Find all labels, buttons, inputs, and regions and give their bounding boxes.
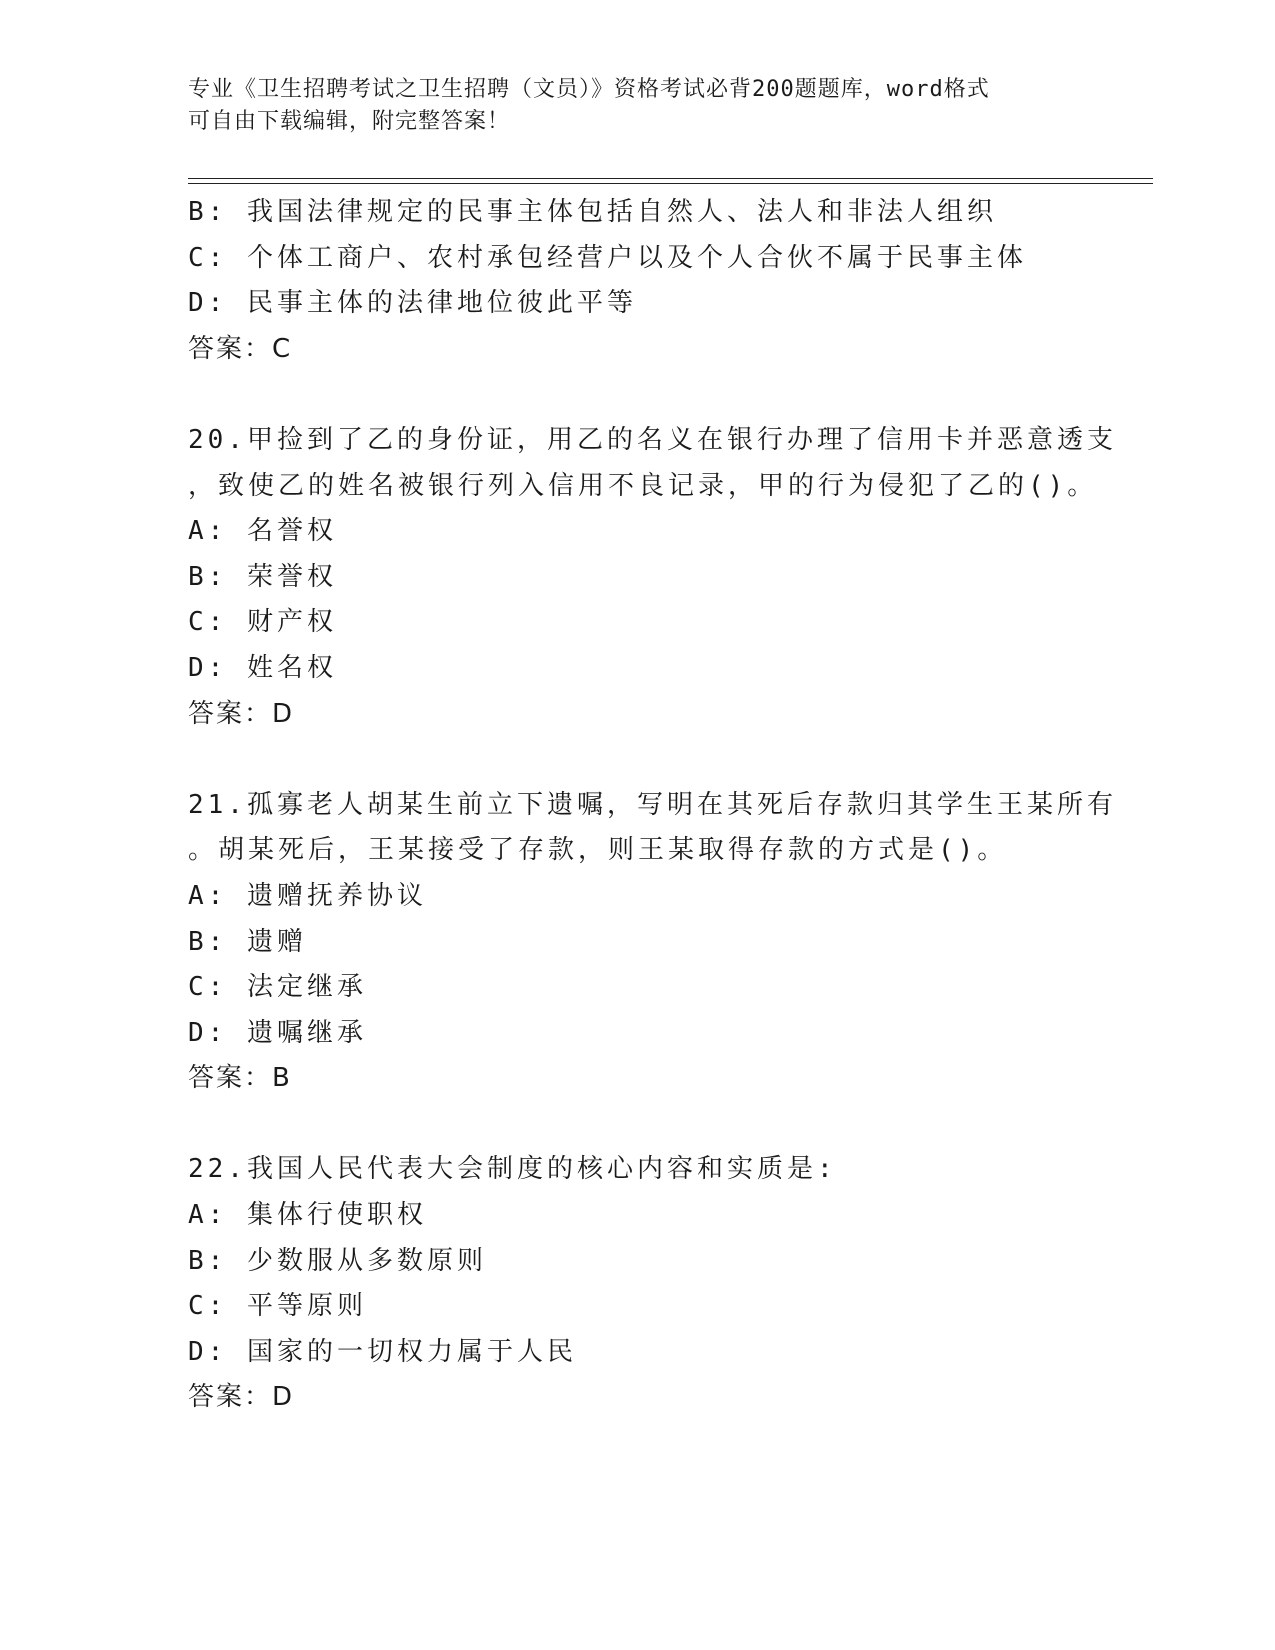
answer: 答案：D — [188, 698, 295, 729]
question-list — [188, 190, 1117, 1421]
header-divider-bottom — [188, 183, 1153, 184]
option-b: B: 遗赠 — [188, 926, 307, 957]
answer: 答案：C — [188, 333, 293, 364]
option-c: C: 财产权 — [188, 607, 337, 638]
option-d: D: 遗嘱继承 — [188, 1017, 367, 1048]
header-title-line-2: 可自由下载编辑，附完整答案！ — [188, 109, 511, 134]
question-22 — [188, 1147, 1088, 1421]
option-b: B: 我国法律规定的民事主体包括自然人、法人和非法人组织 — [188, 197, 997, 227]
option-c: C: 平等原则 — [188, 1291, 367, 1322]
answer: 答案：D — [188, 1382, 295, 1413]
spacer — [188, 372, 1088, 418]
option-a: A: 遗赠抚养协议 — [188, 880, 427, 911]
question-19-tail — [188, 190, 1088, 372]
header-title-line-1: 专业《卫生招聘考试之卫生招聘（文员）》资格考试必背200题题库，word格式 — [188, 77, 990, 102]
question-stem: 20.甲捡到了乙的身份证，用乙的名义在银行办理了信用卡并恶意透支 — [188, 424, 1117, 455]
option-d: D: 姓名权 — [188, 652, 337, 683]
option-d: D: 国家的一切权力属于人民 — [188, 1336, 577, 1367]
document-header — [188, 74, 1088, 138]
option-d: D: 民事主体的法律地位彼此平等 — [188, 288, 637, 319]
option-a: A: 集体行使职权 — [188, 1200, 427, 1231]
header-divider-top — [188, 178, 1153, 179]
option-c: C: 个体工商户、农村承包经营户以及个人合伙不属于民事主体 — [188, 242, 1027, 273]
option-b: B: 少数服从多数原则 — [188, 1245, 487, 1276]
option-b: B: 荣誉权 — [188, 561, 337, 592]
question-stem-continued: ，致使乙的姓名被银行列入信用不良记录，甲的行为侵犯了乙的()。 — [188, 470, 1098, 501]
question-stem: 21.孤寡老人胡某生前立下遗嘱，写明在其死后存款归其学生王某所有 — [188, 789, 1117, 820]
option-a: A: 名誉权 — [188, 516, 337, 547]
question-20 — [188, 418, 1117, 737]
spacer — [188, 737, 1088, 783]
question-stem-continued: 。胡某死后，王某接受了存款，则王某取得存款的方式是()。 — [188, 835, 1008, 866]
spacer — [188, 1102, 1088, 1148]
question-21 — [188, 783, 1117, 1102]
answer: 答案：B — [188, 1063, 292, 1094]
option-c: C: 法定继承 — [188, 972, 367, 1003]
question-stem: 22.我国人民代表大会制度的核心内容和实质是: — [188, 1154, 837, 1185]
